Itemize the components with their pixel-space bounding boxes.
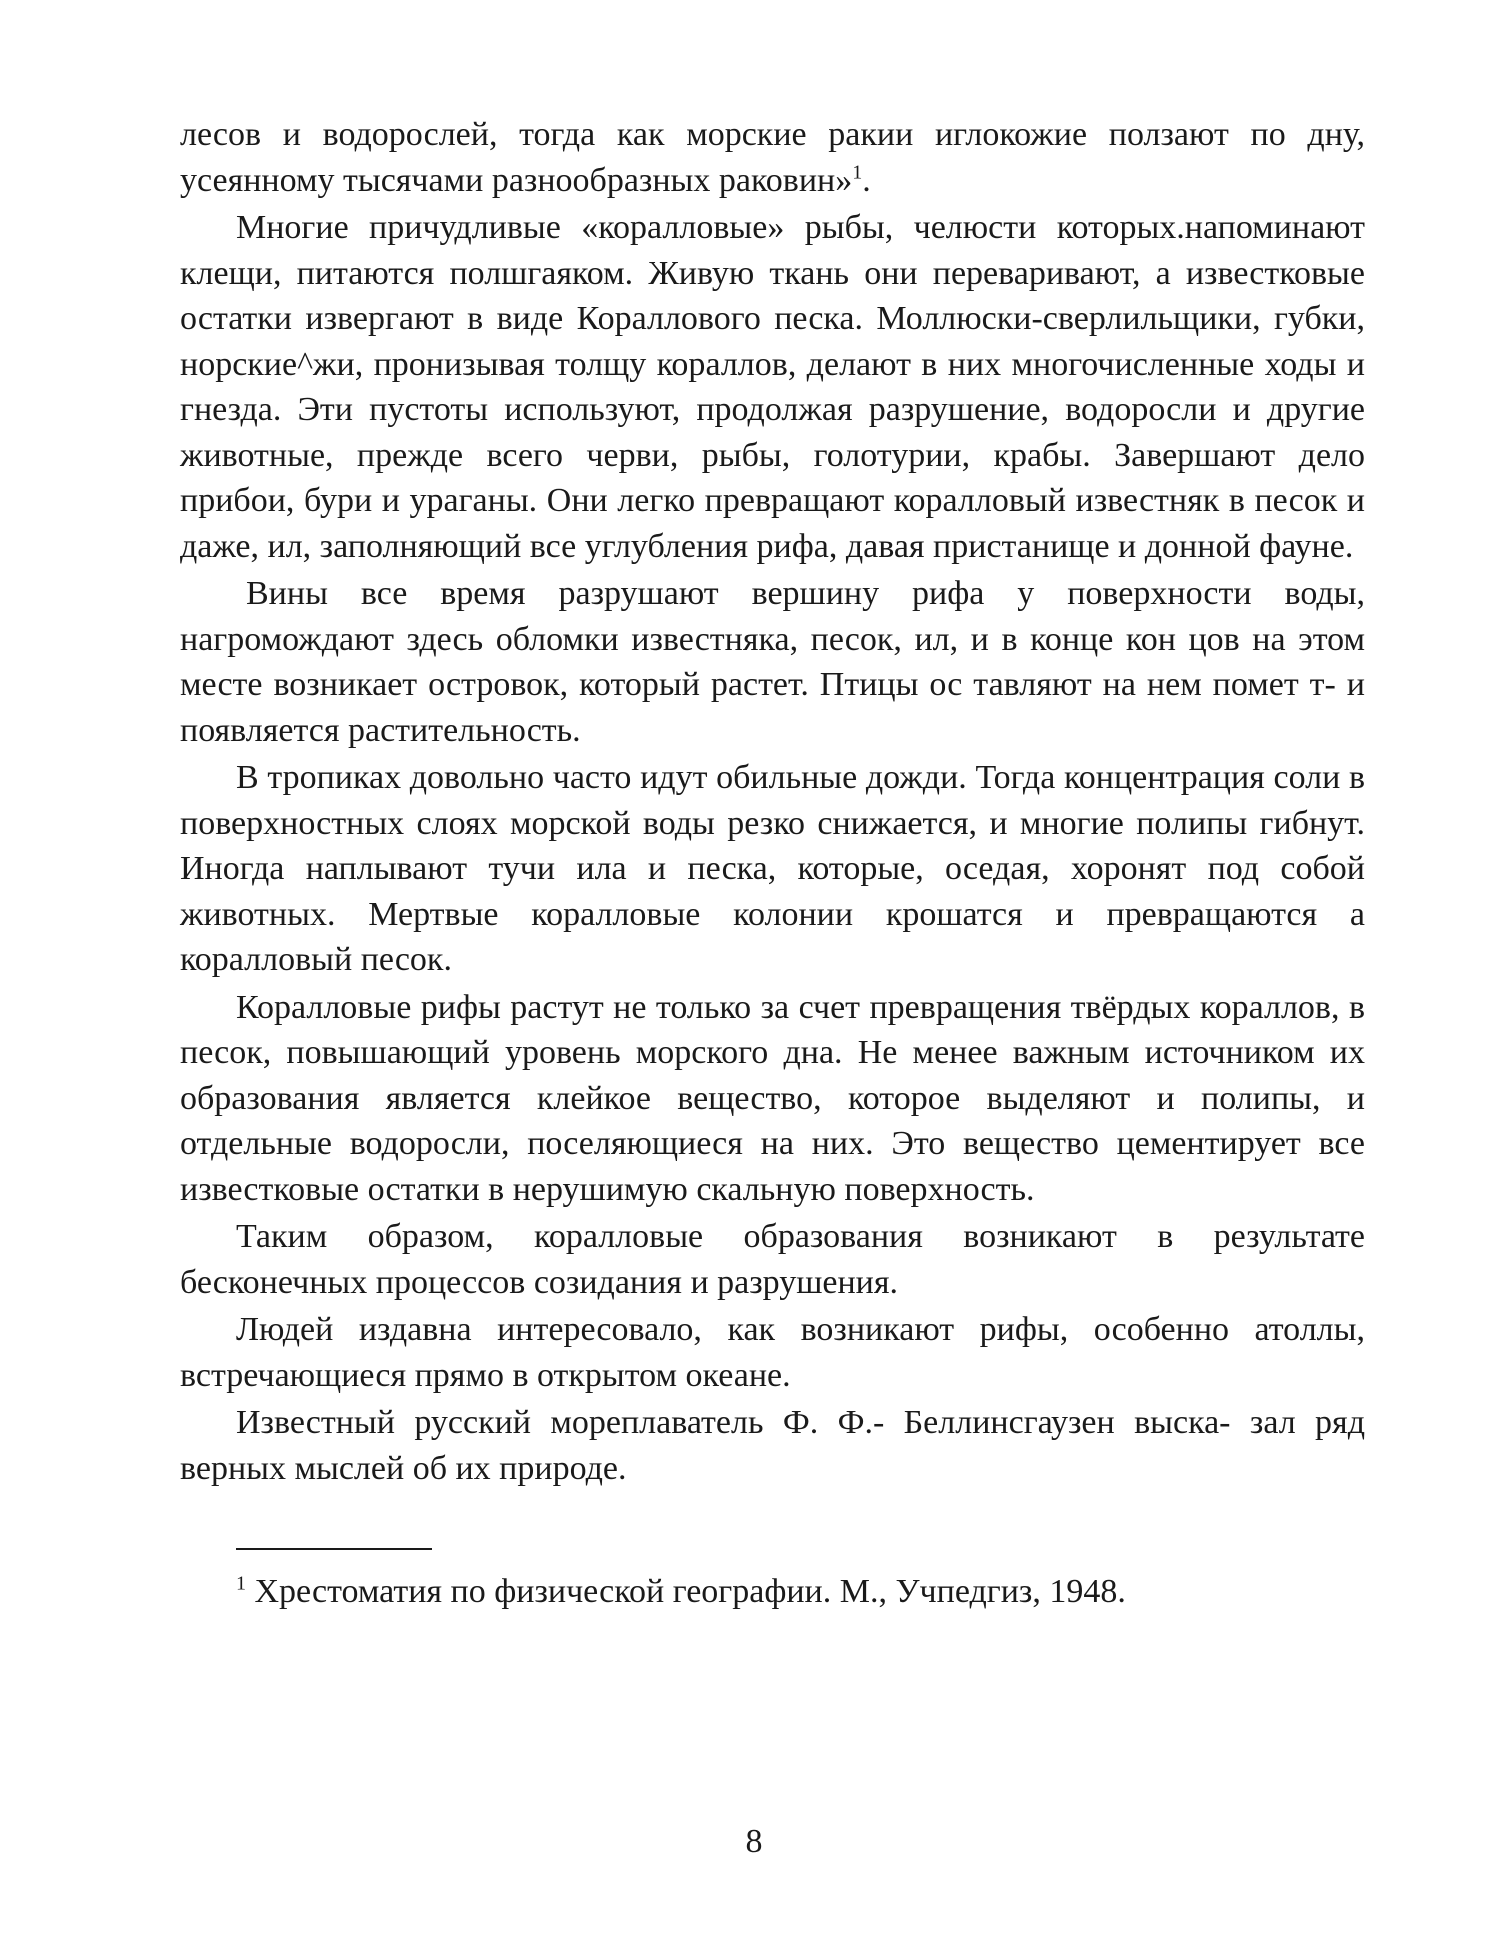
footnote-number: 1: [236, 1572, 246, 1595]
page-number: 8: [745, 1823, 763, 1860]
paragraph: Известный русский мореплаватель Ф. Ф.- Беллинсгаузен выска- зал ряд верных мыслей об их природе.: [180, 1404, 1365, 1487]
footnote-text: Хрестоматия по физической географии. М., Учпедгиз, 1948.: [246, 1573, 1126, 1610]
footnote-reference: 1: [852, 161, 863, 184]
paragraph-ending: .: [862, 161, 871, 199]
paragraph-continuation: [180, 112, 1365, 203]
paragraph: В тропиках довольно часто идут обильные дожди. Тогда концентрация соли в поверхностных слоях морской воды резко снижается, и многие полипы гибнут. Иногда наплывают тучи ила и песка, которые, оседая, хоронят под собой животных. Мертвые коралловые колонии крошатся и превращаются а коралловый песок.: [180, 759, 1365, 978]
paragraph: Вины все время разрушают вершину рифа у поверхности воды, нагромождают здесь обломки известняка, песок, ил, и в конце кон цов на этом месте возникает островок, который растет. Птицы ос тавляют на нем помет т- и появляется растительность.: [180, 575, 1365, 749]
paragraph: Многие причудливые «коралловые» рыбы, челюсти которых.напоминают клещи, питаются полшгаяком. Живую ткань они переваривают, а известковые остатки извергают в виде Кораллового песка. Моллюски-сверлильщики, губки, норские^жи, пронизывая толщу кораллов, делают в них многочисленные ходы и гнезда. Эти пустоты используют, продолжая разрушение, водоросли и другие животные, прежде всего черви, рыбы, голотурии, крабы. Завершают дело прибои, бури и ураганы. Они легко превращают коралловый известняк в песок и даже, ил, заполняющий все углубления рифа, давая пристанище и донной фауне.: [180, 209, 1365, 565]
main-text: [180, 112, 1365, 1493]
footnote: [236, 1570, 1336, 1614]
paragraph: Коралловые рифы растут не только за счет превращения твёрдых кораллов, в песок, повышающий уровень морского дна. Не менее важным источником их образования является клейкое вещество, которое выделяют и полипы, и отдельные водоросли, поселяющиеся на них. Это вещество цементирует все известковые остатки в нерушимую скальную поверхность.: [180, 988, 1365, 1208]
footnote-divider: [236, 1548, 432, 1550]
paragraph-text: лесов и водорослей, тогда как морские ракии иглокожие ползают по дну, усеянному тысячами разнообразных раковин»: [180, 116, 1365, 199]
paragraph: Таким образом, коралловые образования возникают в результате бесконечных процессов созидания и разрушения.: [180, 1218, 1365, 1301]
paragraph: Людей издавна интересовало, как возникают рифы, особенно атоллы, встречающиеся прямо в открытом океане.: [180, 1311, 1365, 1394]
